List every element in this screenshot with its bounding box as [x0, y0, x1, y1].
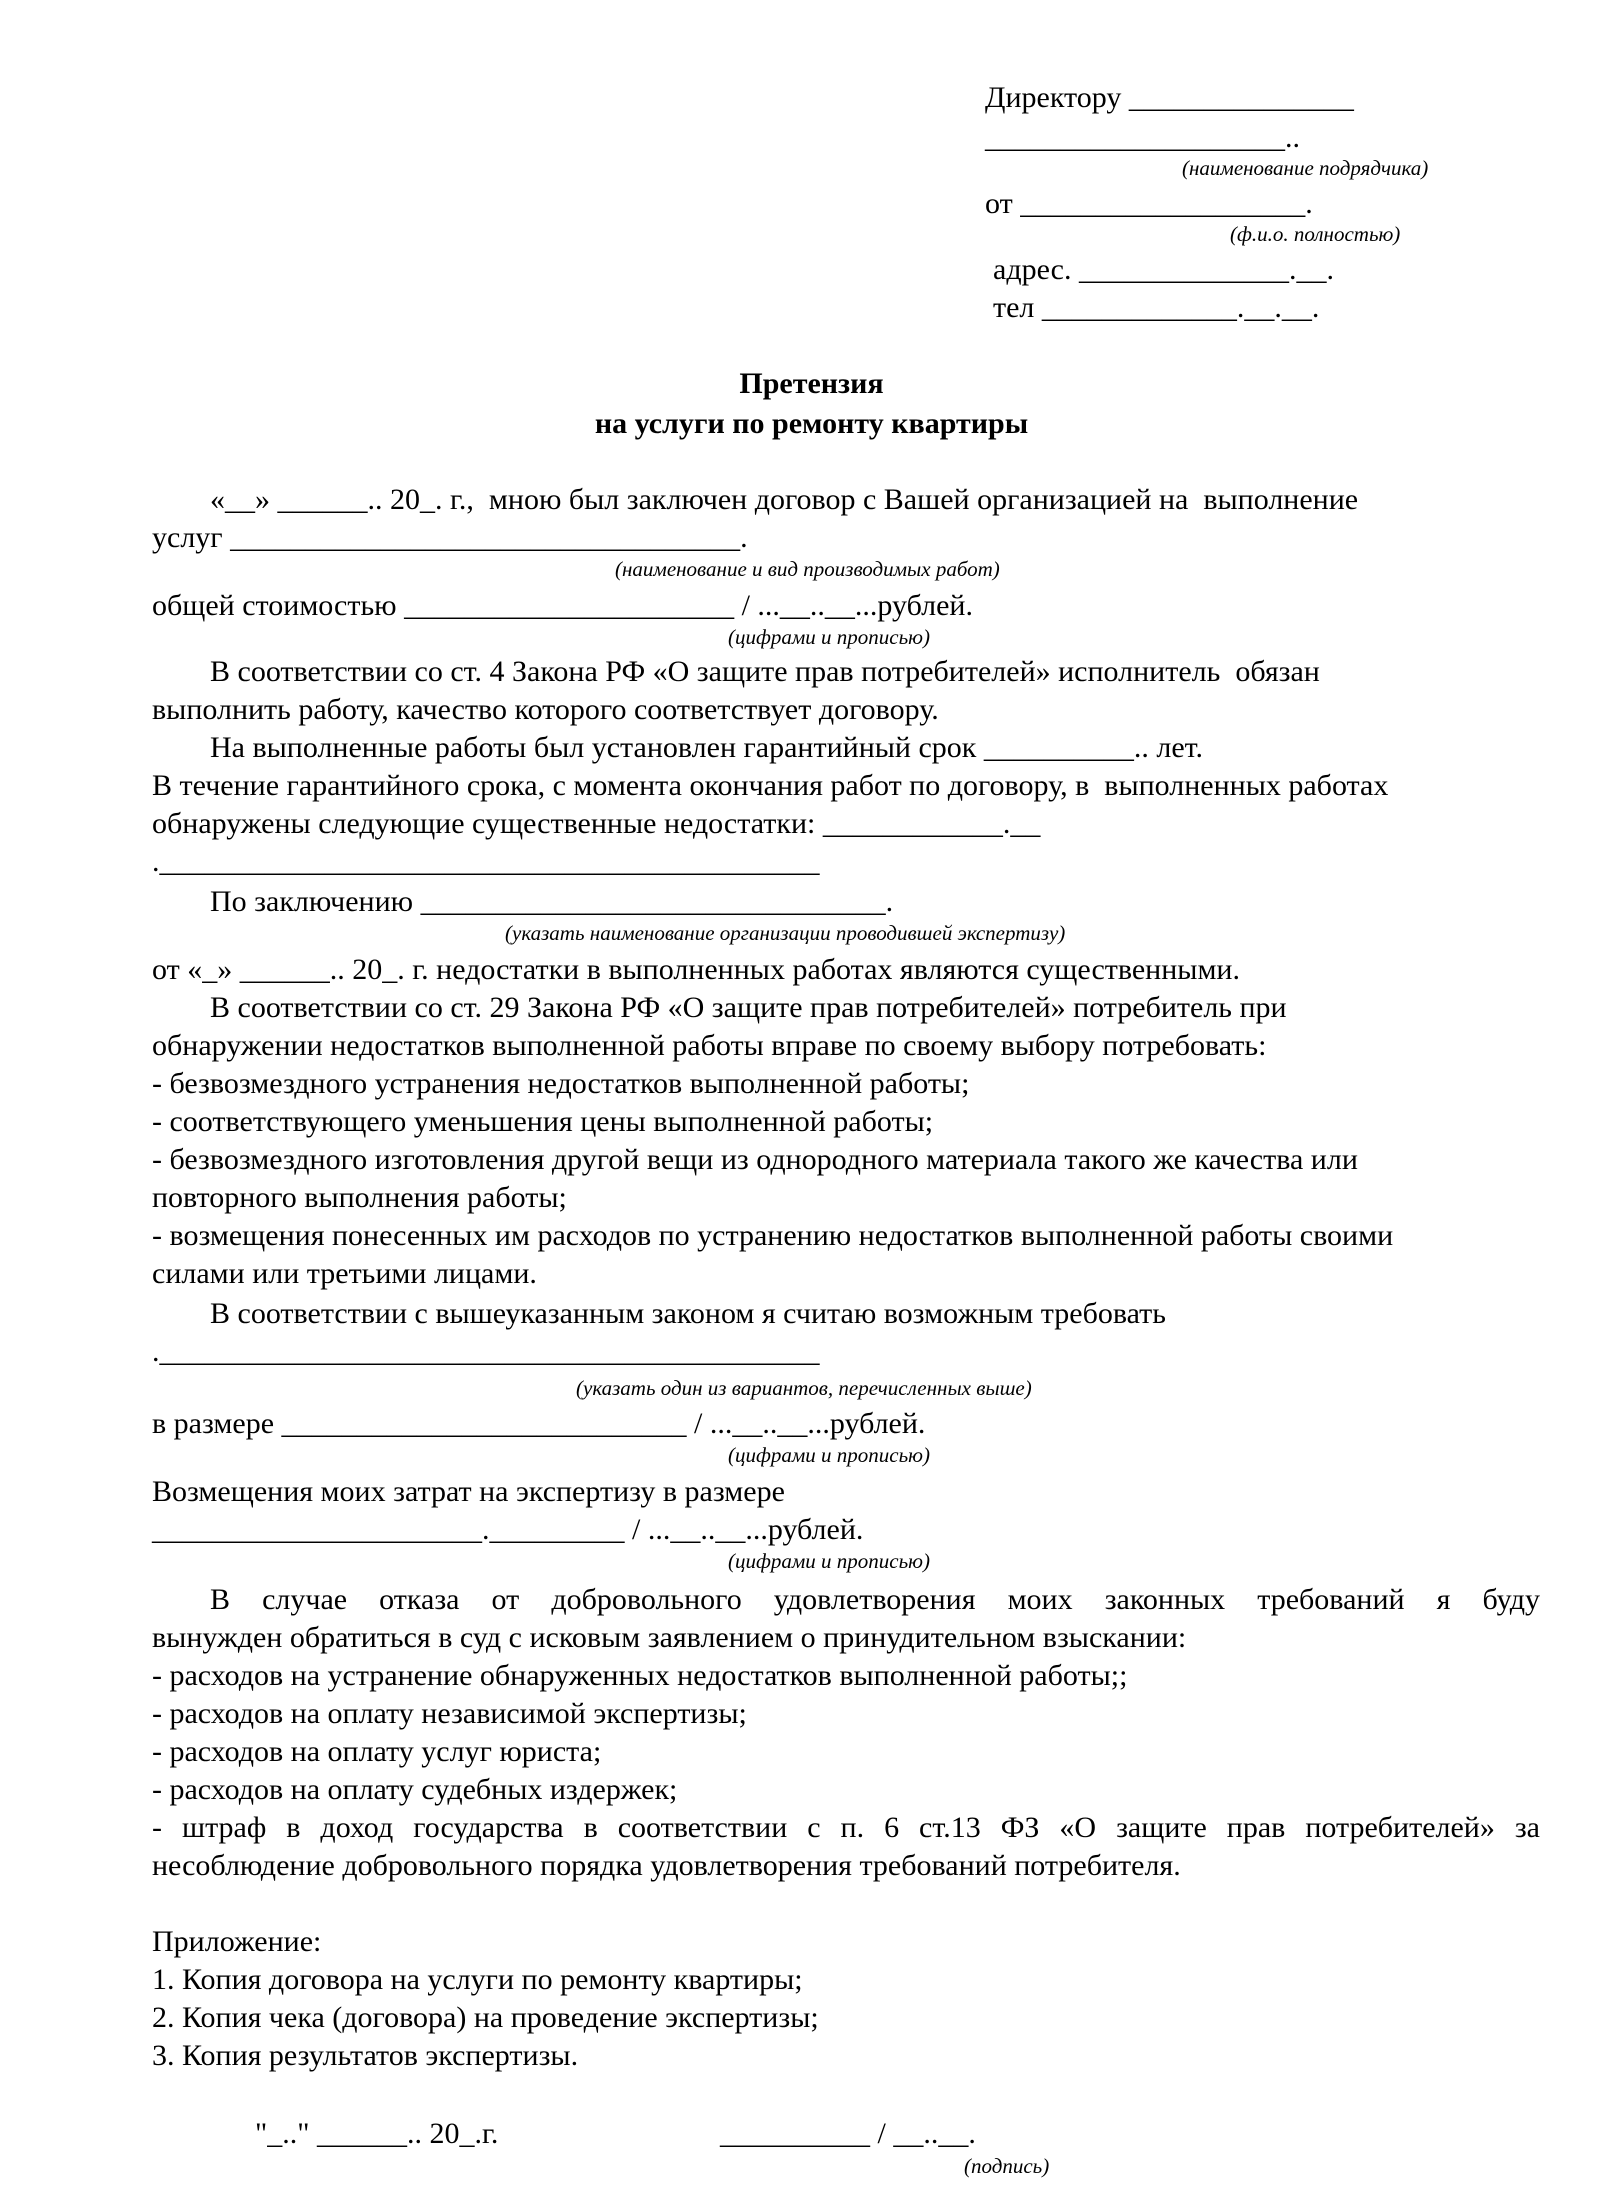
- services-note: (наименование и вид производимых работ): [615, 557, 1000, 581]
- attachments-heading: Приложение:: [152, 1925, 322, 1958]
- total-cost-note: (цифрами и прописью): [728, 625, 930, 649]
- penalty-line2: несоблюдение добровольного порядка удовлетворения требований потребителя.: [152, 1849, 1181, 1882]
- claim-item: - расходов на оплату судебных издержек;: [152, 1773, 678, 1806]
- expertise-cost-note: (цифрами и прописью): [728, 1549, 930, 1573]
- option-item: силами или третьими лицами.: [152, 1257, 537, 1290]
- expertise-date-line: от «_» ______.. 20_. г. недостатки в выполненных работах являются существенными.: [152, 953, 1240, 986]
- expertise-cost-line1: Возмещения моих затрат на экспертизу в размере: [152, 1475, 785, 1508]
- claim-item: - расходов на оплату независимой экспертизы;: [152, 1697, 747, 1730]
- defects-line3: .____________________________________________: [152, 845, 820, 878]
- contractor-line: ____________________..: [985, 121, 1300, 154]
- from-line: от ___________________.: [985, 187, 1313, 220]
- document-title: Претензия: [739, 367, 884, 400]
- address-line: адрес. ______________.__.: [993, 253, 1334, 286]
- demand-line2: .____________________________________________: [152, 1335, 820, 1368]
- attachment-item: 1. Копия договора на услуги по ремонту квартиры;: [152, 1963, 803, 1996]
- option-item: - безвозмездного устранения недостатков выполненной работы;: [152, 1067, 970, 1100]
- expertise-note: (указать наименование организации проводившей экспертизу): [505, 921, 1066, 945]
- expertise-line: По заключению _______________________________.: [210, 885, 894, 918]
- attachment-item: 3. Копия результатов экспертизы.: [152, 2039, 579, 2072]
- warranty-line: На выполненные работы был установлен гарантийный срок __________.. лет.: [210, 731, 1204, 764]
- demand-amount-note: (цифрами и прописью): [728, 1443, 930, 1467]
- claim-item: - расходов на устранение обнаруженных недостатков выполненной работы;;: [152, 1659, 1128, 1692]
- signature-note: (подпись): [964, 2154, 1050, 2178]
- signature-line: __________ / __..__.: [720, 2117, 976, 2150]
- total-cost-line: общей стоимостью ______________________ / ...__..__...рублей.: [152, 589, 973, 622]
- defects-line2: обнаружены следующие существенные недостатки: ____________.__: [152, 807, 1041, 840]
- services-line: услуг __________________________________.: [152, 521, 748, 554]
- date-line: "_.." ______.. 20_.г.: [255, 2117, 499, 2150]
- option-item: - безвозмездного изготовления другой вещи из однородного материала такого же качества или: [152, 1143, 1358, 1176]
- expertise-cost-line2: ______________________._________ / ...__..__...рублей.: [152, 1513, 864, 1546]
- document-subtitle: на услуги по ремонту квартиры: [594, 407, 1029, 440]
- law-art29-line1: В соответствии со ст. 29 Закона РФ «О защите прав потребителей» потребитель при: [210, 991, 1287, 1024]
- court-line1: В случае отказа от добровольного удовлетворения моих законных требований я буду: [210, 1583, 1540, 1616]
- law-art4-line1: В соответствии со ст. 4 Закона РФ «О защите прав потребителей» исполнитель обязан: [210, 655, 1320, 688]
- attachment-item: 2. Копия чека (договора) на проведение экспертизы;: [152, 2001, 819, 2034]
- option-item: повторного выполнения работы;: [152, 1181, 567, 1214]
- law-art4-line2: выполнить работу, качество которого соответствует договору.: [152, 693, 939, 726]
- demand-line1: В соответствии с вышеуказанным законом я считаю возможным требовать: [210, 1297, 1166, 1330]
- demand-note: (указать один из вариантов, перечисленных выше): [576, 1376, 1032, 1400]
- contractor-note: (наименование подрядчика): [1182, 156, 1429, 180]
- defects-line1: В течение гарантийного срока, с момента окончания работ по договору, в выполненных работах: [152, 769, 1389, 802]
- director-line: Директору _______________: [985, 81, 1354, 114]
- contract-date-line: «__» ______.. 20_. г., мною был заключен договор с Вашей организацией на выполнение: [210, 483, 1359, 516]
- law-art29-line2: обнаружении недостатков выполненной работы вправе по своему выбору потребовать:: [152, 1029, 1267, 1062]
- court-line2: вынужден обратиться в суд с исковым заявлением о принудительном взыскании:: [152, 1621, 1187, 1654]
- phone-line: тел _____________.__.__.: [993, 291, 1320, 324]
- claim-item: - расходов на оплату услуг юриста;: [152, 1735, 602, 1768]
- option-item: - возмещения понесенных им расходов по устранению недостатков выполненной работы своими: [152, 1219, 1394, 1252]
- option-item: - соответствующего уменьшения цены выполненной работы;: [152, 1105, 934, 1138]
- demand-amount-line: в размере ___________________________ / ...__..__...рублей.: [152, 1407, 926, 1440]
- from-note: (ф.и.о. полностью): [1230, 222, 1401, 246]
- penalty-line1: - штраф в доход государства в соответствии с п. 6 ст.13 ФЗ «О защите прав потребителей» за: [152, 1811, 1540, 1844]
